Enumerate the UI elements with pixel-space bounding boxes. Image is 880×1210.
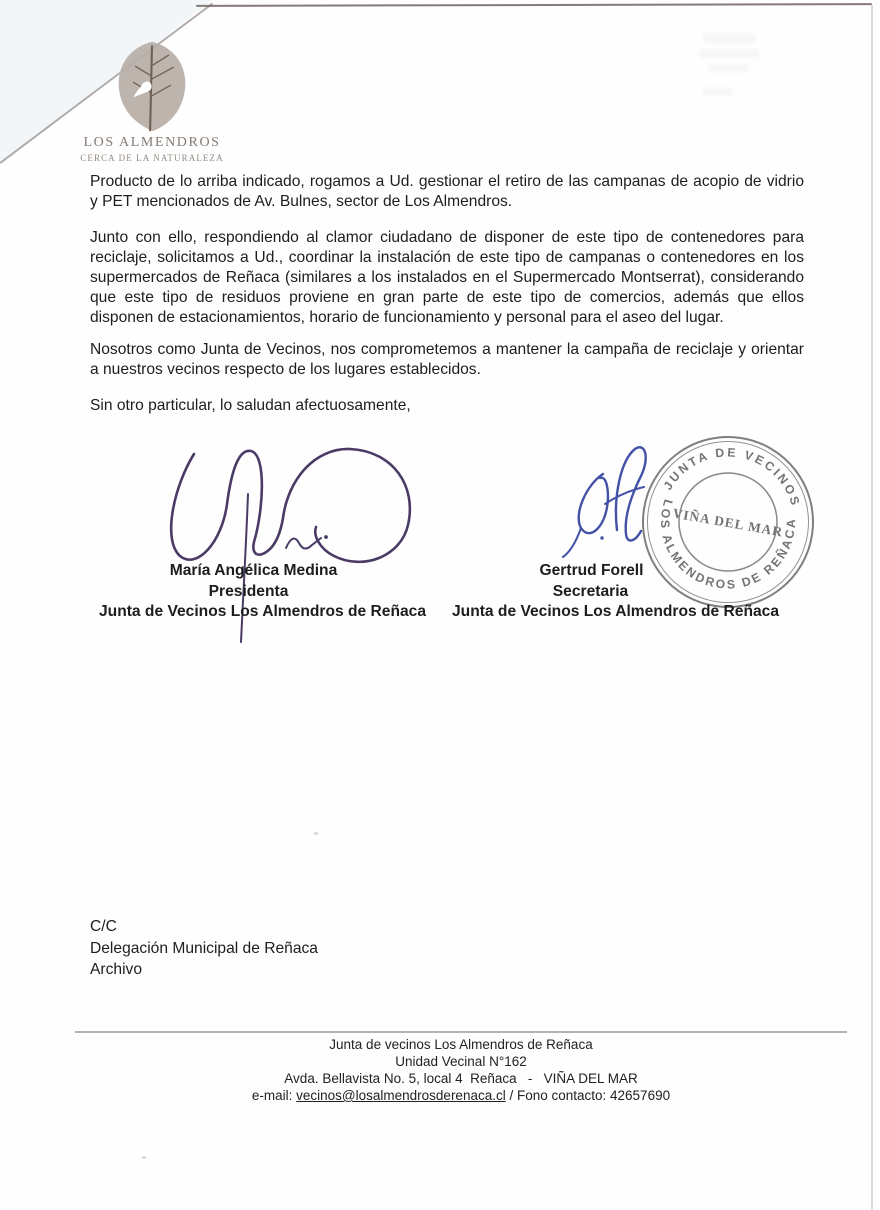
signer-title: Presidenta	[208, 582, 289, 600]
paragraph-1	[90, 172, 804, 212]
paragraph-line: Producto de lo arriba indicado, rogamos a Ud. gestionar el retiro de las campanas de acopio de vidrio	[90, 173, 804, 190]
signature-block-secretary	[443, 561, 788, 623]
paragraph-line: a nuestros vecinos respecto de los lugares establecidos.	[90, 361, 481, 378]
scan-speck-artifact	[142, 1156, 146, 1159]
stamp-center-text: VIÑA DEL MAR	[671, 505, 785, 540]
paragraph-line: disponen de estacionamientos, horario de funcionamiento y personal para el aseo del lugar.	[90, 309, 724, 326]
cc-recipient: Archivo	[90, 961, 142, 978]
paragraph-line: Junto con ello, respondiendo al clamor ciudadano de disponer de este tipo de contenedores para	[90, 229, 804, 246]
letterhead-footer	[75, 1036, 847, 1104]
paragraph-3	[90, 340, 804, 380]
leaf-tree-bird-logo-icon	[100, 38, 204, 134]
footer-contact	[75, 1087, 847, 1104]
letter-body	[90, 172, 804, 416]
signer-organization: Junta de Vecinos Los Almendros de Reñaca	[452, 603, 779, 620]
signature-block-president	[90, 561, 435, 623]
logo-tagline: CERCA DE LA NATURALEZA	[80, 153, 224, 163]
paragraph-2	[90, 228, 804, 328]
scan-speck-artifact	[314, 832, 318, 835]
paragraph-line: y PET mencionados de Av. Bulnes, sector de Los Almendros.	[90, 193, 513, 210]
stamp-arc-bottom-text: LOS ALMENDROS DE REÑACA	[657, 497, 799, 592]
paragraph-line: que este tipo de residuos proviene en gran parte de este tipo de comercios, además que ellos	[90, 289, 804, 306]
scan-top-edge-line-artifact	[196, 3, 872, 7]
footer-address: Avda. Bellavista No. 5, local 4 Reñaca - VIÑA DEL MAR	[284, 1071, 638, 1086]
scan-right-edge-line-artifact	[871, 5, 873, 1210]
paragraph-line: Nosotros como Junta de Vecinos, nos comprometemos a mantener la campaña de reciclaje y orientar	[90, 341, 804, 358]
paragraph-line: reciclaje, solicitamos a Ud., coordinar la instalación de este tipo de campanas o contenedores en los	[90, 249, 804, 266]
cc-recipient: Delegación Municipal de Reñaca	[90, 939, 318, 957]
footer-org-name: Junta de vecinos Los Almendros de Reñaca	[329, 1037, 593, 1052]
organization-logo	[67, 38, 237, 163]
closing-line: Sin otro particular, lo saludan afectuosamente,	[90, 397, 411, 414]
footer-unit: Unidad Vecinal N°162	[395, 1054, 527, 1069]
signer-organization: Junta de Vecinos Los Almendros de Reñaca	[99, 603, 426, 620]
signer-title: Secretaria	[552, 582, 629, 600]
paragraph-line: supermercados de Reñaca (similares a los instalados en el Supermercado Montserrat), considerando	[90, 269, 804, 286]
signer-name: Gertrud Forell	[539, 562, 644, 579]
footer-phone: / Fono contacto: 42657690	[505, 1088, 671, 1103]
footer-email-label: e-mail:	[251, 1088, 297, 1103]
footer-divider-line	[75, 1031, 847, 1033]
cc-label: C/C	[90, 918, 117, 935]
stamp-arc-top-text: JUNTA DE VECINOS	[660, 445, 804, 509]
carbon-copy-block	[90, 916, 318, 981]
signer-name: María Angélica Medina	[169, 562, 338, 579]
stamp-bleedthrough-artifact	[695, 28, 767, 102]
logo-name: LOS ALMENDROS	[83, 135, 221, 150]
footer-email: vecinos@losalmendrosderenaca.cl	[296, 1088, 506, 1103]
